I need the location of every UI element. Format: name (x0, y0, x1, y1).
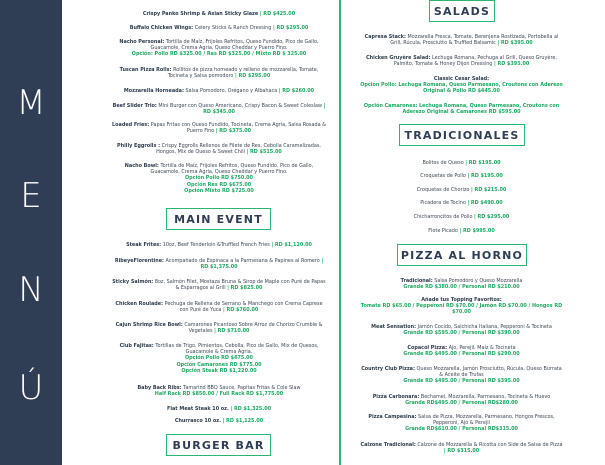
menu-item: Meat Sensation: Jamón Cocido, Salchicha Italiana, Pepperoni & Tocineta Grande RD $595.00 / Personal RD $390.00 (371, 324, 552, 337)
menu-item: Calzone Tradicional: Calzone de Mozzarella & Ricotta con Side de Salsa de Pizza | RD $315.00 (360, 442, 563, 455)
menu-item: RibeyeFlorentine: Acompañado de Espinaca a la Parmesana & Papines al Romero | RD $1,375.00 (114, 258, 324, 271)
section-title-tradicionales: TRADICIONALES (399, 124, 525, 146)
sidebar-letter: N (18, 270, 44, 310)
menu-item: Churrasco 10 oz. | RD $1,125.00 (174, 418, 264, 424)
menu-item: Capresa Stack: Mozzarella Fresca, Tomate, Berenjena Rostizada, Portobella al Grill, Rúcula, Prosciutto & Truffled Balsamic | RD $395.00 (364, 34, 559, 47)
menu-item: Cajun Shrimp Rice Bowl: Camarones Picantoso Sobre Arroz de Chorizo Crumble & Vegetales | RD $710.00 (115, 322, 323, 335)
menu-item: Picadera de Tocino | RD $490.00 (420, 200, 503, 206)
menu-item: Chicken Gruyère Salad: Lechuga Romana, Pechuga al Grill, Queso Gruyère, Palmito, Tomate & Honey Dijon Dressing | RD $395.00 (366, 55, 557, 68)
menu-item: Philly Eggrolls : Crispy Eggrolls Rellenos de Filete de Res, Cebolla Caramelizadas, Hongos, Mix de Queso & Sweet Chili | RD $515.00 (117, 143, 321, 156)
left-menu-column (112, 0, 326, 465)
menu-item: Club Fajitas: Tortillas de Trigo, Pimientos, Cebolla, Pico de Gallo, Mix de Quesos, Guacamole & Crema Agria. Opción Pollo RD $675.00 Opción Camarones RD $775.00 Opción Steak RD $1,220.00 (119, 343, 319, 374)
menu-item: Sticky Salmón: 8oz, Salmón Filet, Mostaza Bruna & Sirop de Maple con Puré de Papas & Esparragos al Grill | RD $825.00 (112, 279, 326, 292)
menu-sidebar (0, 0, 62, 465)
menu-item: Flat Meat Steak 10 oz. | RD $1,325.00 (166, 406, 272, 412)
menu-item: Mozzarella Horneada: Salsa Pomodoro, Orégano y Albahaca | RD $260.00 (123, 88, 315, 94)
section-title-burger-bar: BURGER BAR (166, 434, 271, 456)
menu-item: Buffalo Chicken Wings: Celery Sticks & Ranch Dressing | RD $295.00 (129, 25, 309, 31)
right-menu-column (359, 0, 564, 465)
menu-item: Steak Frites: 10oz, Beef Tenderloin &Truffled French Fries | RD $1,120.00 (126, 242, 312, 248)
section-title-pizza-al-horno: PIZZA AL HORNO (397, 244, 527, 266)
sidebar-letter: M (16, 83, 46, 123)
menu-item: Country Club Pizza: Queso Mozzarella, Jamón Prosciutto, Rúcula, Queso Burrata & Aceite de Trufas Grande RD $495.00 / Personal RD $395.00 (361, 366, 562, 385)
menu-item: Pizza Campesina: Salsa de Pizza, Mozzarella, Parmesano, Hongos Frescos, Pepperoni, Ajo & Perejil Grande RD$610.00 / Personal RD$315.00 (368, 414, 555, 433)
section-title-main-event: MAIN EVENT (166, 208, 271, 230)
menu-item: Añade tus Topping Favoritos: Tomate RD $65.00 / Pepperoni RD $70.00 / Jamón RD $70.00 / Hongos RD $70.00 (360, 297, 563, 316)
menu-item: Nacho Personal: Tortilla de Maíz, Frijoles Refritos, Queso Fundido, Pico de Gallo, Guacamole, Crema Agria, Queso Cheddar y Puerro Fino. Opción: Pollo RD $325.00 / Res RD $325.00 / Mixto RD $ 325.00 (119, 39, 319, 58)
menu-item: Beef Slider Trio: Mini Burger con Queso Americano, Crispy Bacon & Sweet Coleslaw | RD $345.00 (112, 103, 326, 116)
menu-item: Opción Camarones: Lechuga Romana, Queso Parmesano, Croutons con Aderezo Original & Camarones RD $595.00 (363, 103, 560, 116)
menu-item: Croquetas de Pollo | RD $195.00 (420, 173, 503, 179)
column-divider (339, 0, 341, 465)
menu-item: Copacol Pizza: Ajo, Perejil, Maíz & Tocineta Grande RD $495.00 / Personal RD $290.00 (403, 345, 520, 358)
sidebar-letter: E (20, 176, 42, 216)
menu-item: Nacho Bowl: Tortilla de Maíz, Frijoles Refritos, Queso Fundido, Pico de Gallo, Guacamole, Crema Agria, Queso Cheddar y Puerro Fino. Opción Pollo RD $750.00 Opción Res RD $675.00 Opción Mixto RD $725.00 (124, 163, 314, 194)
menu-item: Crispy Panko Shrimp & Asian Sticky Glaze | RD $425.00 (142, 11, 296, 17)
menu-item: Loaded Fries: Papas Fritas con Queso Fundido, Tocineta, Crema Agria, Salsa Rosada & Puerro Fino | RD $375.00 (112, 122, 326, 135)
menu-item: Bolitos de Queso | RD $195.00 (422, 160, 501, 166)
menu-item: Classic Cesar Salad: Opción Pollo: Lechuga Romana, Queso Parmesano, Croutons con Aderezo Original & Pollo RD $445.00 (360, 76, 563, 95)
menu-item: Tuscan Pizza Rolls: Rollitos de pizza horneado y relleno de mozzarella, Tomate, Tocineta y Salsa pomodoro | RD $295.00 (119, 67, 319, 80)
sidebar-letter: Ú (18, 368, 44, 408)
menu-item: Chicharroncitos de Pollo | RD $295.00 (413, 214, 510, 220)
menu-item: Baby Back Ribs: Tamarind BBQ Sauce, Papitas Fritas & Cole Slaw Half Rack RD $850.00 / Full Rack RD $1,775.00 (137, 385, 301, 398)
menu-item: Chicken Roulade: Pechuga de Rellena de Serrano & Manchego con Crema Caprese con Puré de Yuca | RD $760.00 (115, 301, 323, 314)
menu-item: Pizza Carbonara: Bechamel, Mozzarella, Parmesano, Tocineta & Huevo Grande RD$495.00 / Personal RD$280.00 (372, 394, 551, 407)
menu-item: Croquetas de Chorizo | RD $215.00 (416, 187, 507, 193)
section-title-salads: SALADS (429, 0, 495, 22)
menu-item: Tradicional: Salsa Pomodoro y Queso Mozzarella Grande RD $380.00 / Personal RD $210.00 (400, 278, 523, 291)
menu-item: Flote Picado | RD $995.00 (428, 228, 495, 234)
